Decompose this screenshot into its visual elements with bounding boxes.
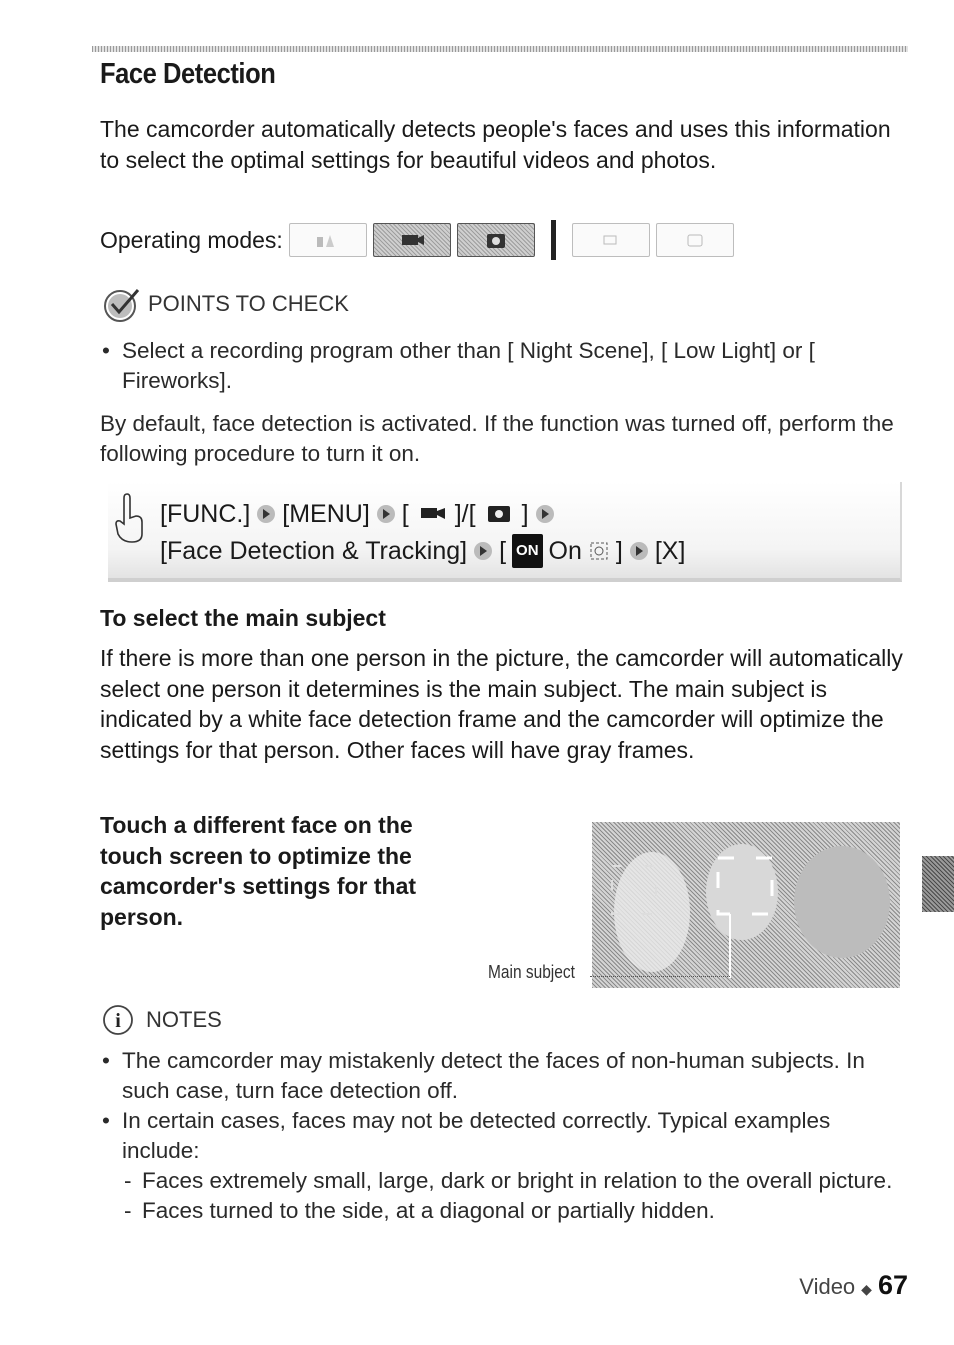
photo-caption: Main subject	[488, 962, 575, 982]
caption-leader-line	[590, 976, 730, 977]
footer-section: Video	[799, 1274, 856, 1299]
camera-menu-icon	[482, 503, 516, 525]
checkmark-icon	[100, 284, 142, 324]
header-rule	[92, 46, 908, 52]
operating-modes-label: Operating modes:	[100, 226, 283, 253]
on-label: On	[548, 537, 582, 565]
arrow-icon	[376, 504, 396, 524]
face-frame-icon	[588, 540, 610, 562]
page-number: 67	[877, 1270, 908, 1300]
notes-list	[100, 1046, 910, 1226]
operating-modes	[100, 220, 734, 260]
playback-movie-icon	[572, 223, 650, 257]
mode-divider	[551, 220, 556, 260]
menu-button-label: [MENU]	[282, 500, 370, 528]
procedure-line-2: [Face Detection & Tracking] [ ON On ] [X]	[160, 534, 685, 568]
face-detection-photo	[592, 822, 900, 988]
arrow-icon	[256, 504, 276, 524]
face-detection-menu-label: [Face Detection & Tracking]	[160, 537, 468, 565]
auto-mode-icon	[289, 223, 367, 257]
points-to-check-heading: POINTS TO CHECK	[100, 284, 349, 324]
page-title: Face Detection	[100, 58, 276, 90]
list-item: • Select a recording program other than [ Night Scene], [ Low Light] or [ Fireworks].	[100, 336, 910, 396]
chapter-tab	[922, 856, 954, 912]
procedure-line-1: [FUNC.] [MENU] [ ]/[ ]	[160, 499, 555, 529]
page-footer	[799, 1270, 908, 1301]
arrow-icon	[535, 504, 555, 524]
on-badge: ON	[512, 534, 543, 568]
sub-list-item: - Faces extremely small, large, dark or bright in relation to the overall picture.	[122, 1166, 910, 1196]
points-list	[100, 336, 910, 396]
movie-mode-icon	[373, 223, 451, 257]
list-item: • The camcorder may mistakenly detect the faces of non-human subjects. In such case, turn face detection off.	[100, 1046, 910, 1106]
photo-mode-icon	[457, 223, 535, 257]
sub-list-item: - Faces turned to the side, at a diagonal or partially hidden.	[122, 1196, 910, 1226]
touch-hand-icon	[112, 492, 146, 546]
main-subject-heading: To select the main subject	[100, 605, 386, 631]
svg-text:i: i	[115, 1010, 121, 1032]
arrow-icon	[473, 541, 493, 561]
notes-heading: i NOTES	[100, 1000, 222, 1040]
touch-instruction: Touch a different face on the touch screen to optimize the camcorder's settings for that person.	[100, 812, 417, 930]
movie-menu-icon	[415, 503, 449, 525]
playback-photo-icon	[656, 223, 734, 257]
default-paragraph: By default, face detection is activated. If the function was turned off, perform the following procedure to turn it on.	[100, 411, 894, 466]
list-item: • In certain cases, faces may not be detected correctly. Typical examples include: - Faces extremely small, large, dark or bright in relation to the overall picture. - Faces turned to the side, at a diagonal or partially hidden.	[100, 1106, 910, 1226]
main-subject-paragraph: If there is more than one person in the picture, the camcorder will automatically select one person it determines is the main subject. The main subject is indicated by a white face detection frame and the camcorder will optimize the settings for that person. Other faces will have gray frames.	[100, 645, 903, 763]
arrow-icon	[629, 541, 649, 561]
intro-paragraph: The camcorder automatically detects people's faces and uses this information to select the optimal settings for beautiful videos and photos.	[100, 116, 891, 173]
footer-separator: ◆	[861, 1281, 872, 1297]
close-button-label: [X]	[654, 537, 686, 565]
func-button-label: [FUNC.]	[160, 500, 251, 528]
info-icon	[100, 1000, 140, 1040]
